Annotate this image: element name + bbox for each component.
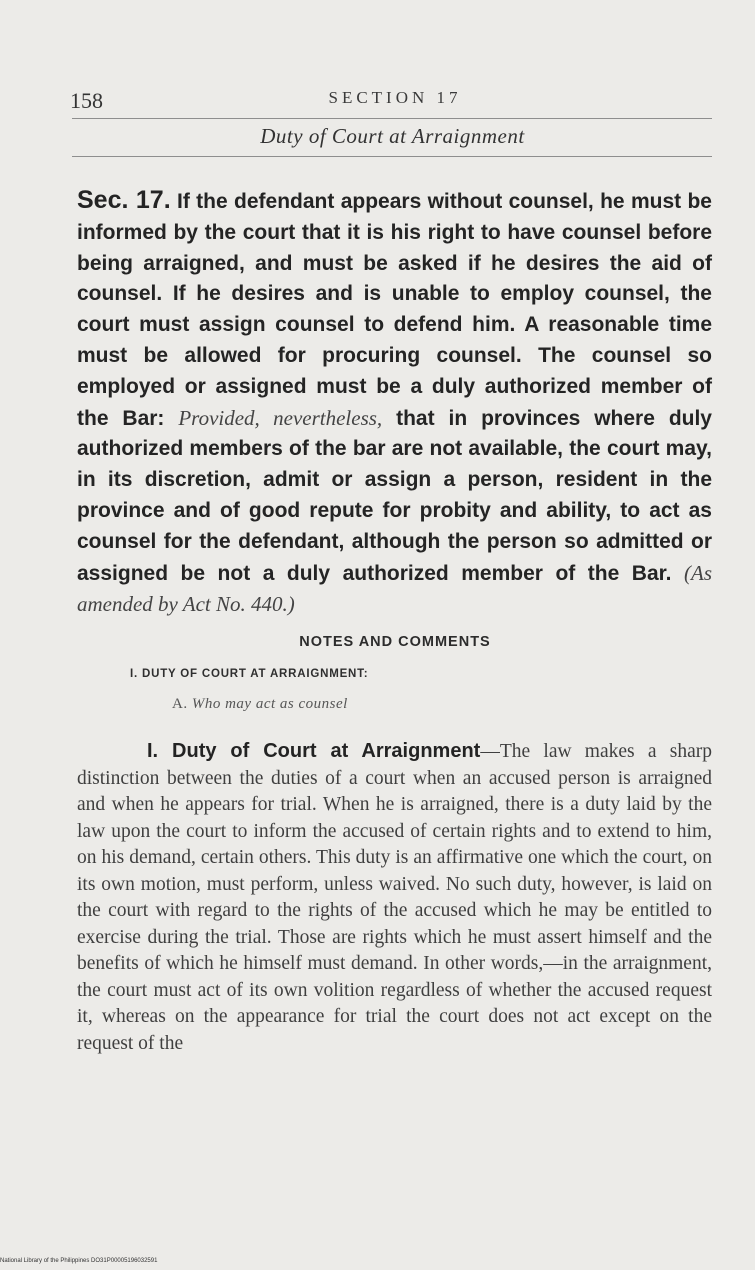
amendment-note: (As amended by Act No. 440.) — [77, 560, 712, 617]
header-rule-bottom — [72, 156, 712, 157]
footer-credit: National Library of the Philippines DO31P00005196032591 — [0, 1258, 158, 1264]
statute-text — [77, 185, 712, 621]
commentary-body: —The law makes a sharp distinction between the duties of a court when an accused person is arraigned and when he appears for trial. When he is arraigned, there is a duty laid by the law upon the court to inform the accused of certain rights and to extend to him, on his demand, certain others. This duty is an affirmative one which the court, on its own motion, must perform, unless waived. No such duty, however, is laid on the court with regard to the rights of the accused which he may be entitled to exercise during the trial. Those are rights which he must assert himself and the benefits of which he himself must demand. In other words,—in the arraignment, the court must act of its own volition regardless of whether the accused request it, whereas on the appearance for trial the court does not act except on the request of the — [77, 741, 713, 1054]
notes-heading: NOTES AND COMMENTS — [299, 634, 491, 650]
outline-item-1a — [172, 696, 348, 713]
page-subheading: Duty of Court at Arraignment — [260, 124, 525, 148]
section-label: Sec. 17. — [77, 186, 171, 214]
statute-body-continued: that in provinces where duly authorized members of the bar are not available, the court may, in its discretion, admit or assign a person, resident in the province and of good repute for probity and ability, to act as counsel for the defendant, although the person so admitted or assigned be not a duly authorized member of the Bar. — [77, 406, 712, 585]
header-rule-top — [72, 118, 712, 119]
page-number: 158 — [70, 88, 103, 113]
commentary-heading: I. Duty of Court at Arraignment — [147, 740, 481, 762]
statute-proviso: Provided, nevertheless, — [178, 405, 383, 430]
outline-item-1: I. DUTY OF COURT AT ARRAIGNMENT: — [130, 668, 369, 680]
commentary-paragraph — [77, 738, 712, 1057]
statute-body: If the defendant appears without counsel, he must be informed by the court that it is his right to have counsel before being arraigned, and must be asked if he desires the aid of counsel. If he desires and is unable to employ counsel, the court must assign counsel to defend him. A reasonable time must be allowed for procuring counsel. The counsel so employed or assigned must be a duly authorized member of the Bar: — [77, 190, 712, 430]
running-head: SECTION 17 — [328, 88, 462, 107]
outline-letter: A. — [172, 696, 188, 712]
outline-text: Who may act as counsel — [191, 696, 348, 712]
